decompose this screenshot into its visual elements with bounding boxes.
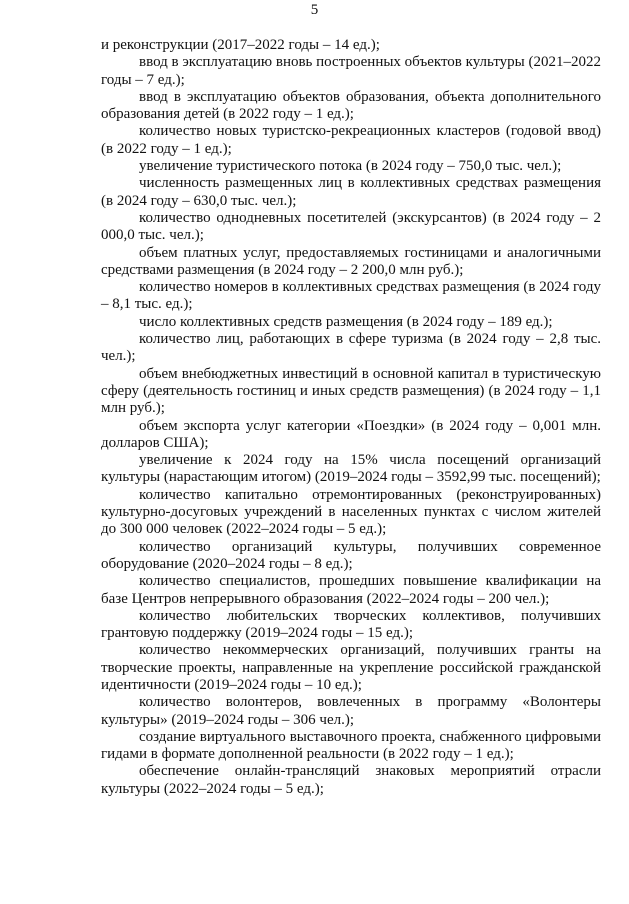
- paragraph: количество однодневных посетителей (экскурсантов) (в 2024 году – 2 000,0 тыс. чел.);: [101, 209, 601, 244]
- paragraph: ввод в эксплуатацию объектов образования, объекта дополнительного образования детей (в 2022 году – 1 ед.);: [101, 88, 601, 123]
- page-number: 5: [310, 2, 319, 18]
- paragraph: число коллективных средств размещения (в 2024 году – 189 ед.);: [139, 313, 553, 330]
- paragraph: увеличение к 2024 году на 15% числа посещений организаций культуры (нарастающим итогом) (2019–2024 годы – 3592,99 тыс. посещений);: [101, 452, 601, 486]
- paragraph: создание виртуального выставочного проекта, снабженного цифровыми гидами в формате дополненной реальности (в 2022 году – 1 ед.);: [101, 728, 601, 763]
- paragraph: количество специалистов, прошедших повышение квалификации на базе Центров непрерывного образования (2022–2024 годы – 200 чел.);: [101, 573, 601, 607]
- paragraph: количество некоммерческих организаций, получивших гранты на творческие проекты, направленные на укрепление российской гражданской идентичности (2019–2024 годы – 10 ед.);: [101, 642, 601, 693]
- document-body: [101, 37, 601, 798]
- paragraph: объем экспорта услуг категории «Поездки» (в 2024 году – 0,001 млн. долларов США);: [101, 417, 601, 451]
- paragraph: объем внебюджетных инвестиций в основной капитал в туристическую сферу (деятельность гостиниц и иных средств размещения) (в 2024 году – 1,1 млн руб.);: [101, 365, 601, 417]
- paragraph: и реконструкции (2017–2022 годы – 14 ед.);: [101, 37, 380, 53]
- paragraph: ввод в эксплуатацию вновь построенных объектов культуры (2021–2022 годы – 7 ед.);: [101, 54, 601, 88]
- paragraph: количество лиц, работающих в сфере туризма (в 2024 году – 2,8 тыс. чел.);: [101, 331, 601, 365]
- paragraph: количество волонтеров, вовлеченных в программу «Волонтеры культуры» (2019–2024 годы – 306 чел.);: [101, 694, 601, 728]
- paragraph: количество любительских творческих коллективов, получивших грантовую поддержку (2019–2024 годы – 15 ед.);: [101, 607, 601, 642]
- paragraph: объем платных услуг, предоставляемых гостиницами и аналогичными средствами размещения (в 2024 году – 2 200,0 млн руб.);: [101, 244, 601, 278]
- paragraph: количество организаций культуры, получивших современное оборудование (2020–2024 годы – 8 ед.);: [101, 538, 601, 572]
- paragraph: обеспечение онлайн-трансляций знаковых мероприятий отрасли культуры (2022–2024 годы – 5 ед.);: [101, 763, 601, 797]
- paragraph: увеличение туристического потока (в 2024 году – 750,0 тыс. чел.);: [139, 158, 562, 175]
- paragraph: количество новых туристско-рекреационных кластеров (годовой ввод) (в 2022 году – 1 ед.);: [101, 123, 601, 157]
- paragraph: численность размещенных лиц в коллективных средствах размещения (в 2024 году – 630,0 тыс. чел.);: [101, 175, 601, 209]
- paragraph: количество капитально отремонтированных (реконструированных) культурно-досуговых учреждений в населенных пунктах с числом жителей до 300 000 человек (2022–2024 годы – 5 ед.);: [101, 486, 601, 538]
- paragraph: количество номеров в коллективных средствах размещения (в 2024 году – 8,1 тыс. ед.);: [101, 279, 601, 313]
